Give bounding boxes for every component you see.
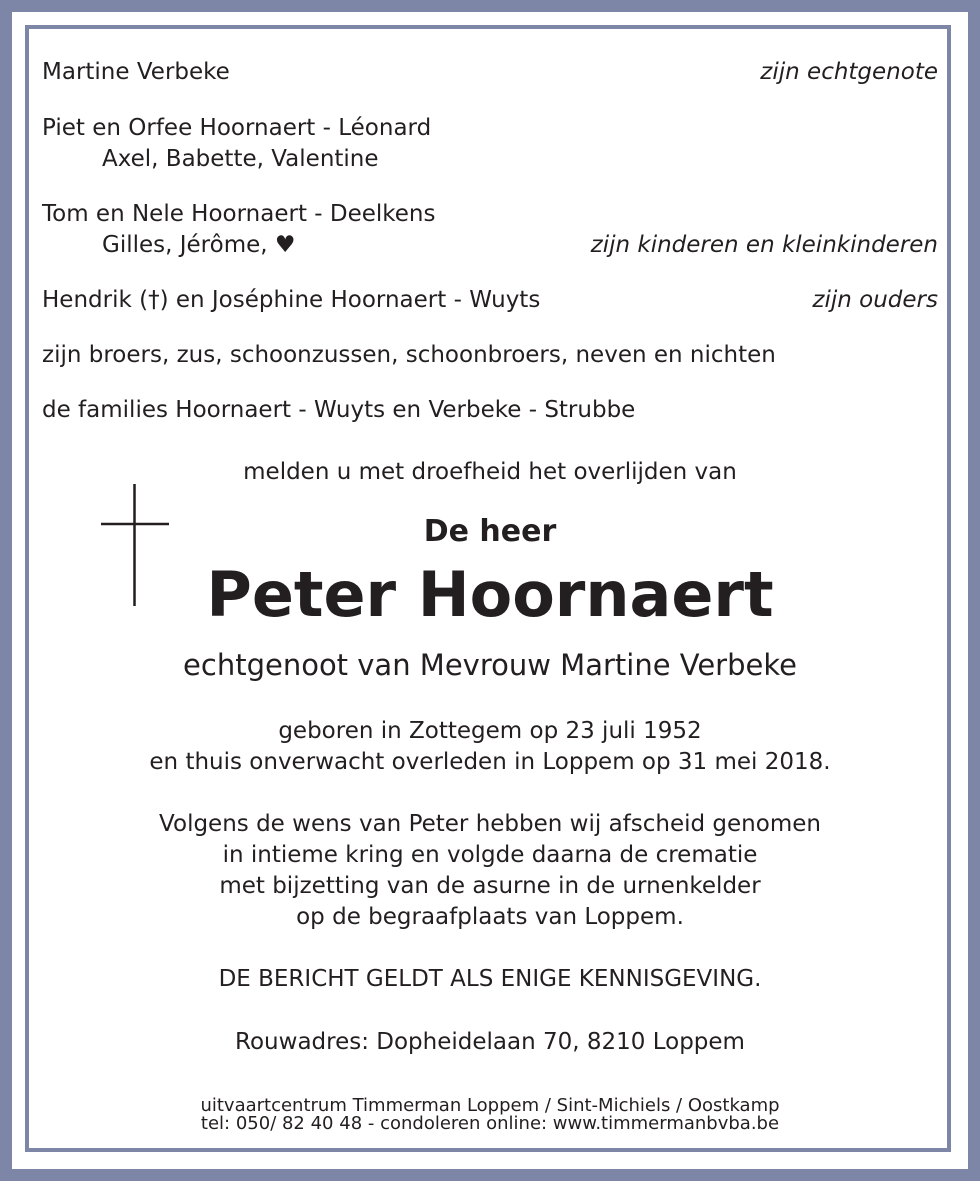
contact-line: tel: 050/ 82 40 48 - condoleren online: www.timmermanbvba.be (200, 1113, 780, 1134)
ceremony-line-1: Volgens de wens van Peter hebben wij afscheid genomen (159, 811, 821, 837)
parents-name: Hendrik (†) en Joséphine Hoornaert - Wuyts (42, 287, 541, 313)
funeral-home-line: uitvaartcentrum Timmerman Loppem / Sint-Michiels / Oostkamp (200, 1095, 780, 1116)
spouse-line: echtgenoot van Mevrouw Martine Verbeke (183, 648, 797, 682)
parents-role: zijn ouders (812, 287, 938, 313)
spouse-name: Martine Verbeke (42, 59, 230, 85)
children-role: zijn kinderen en kleinkinderen (590, 232, 938, 258)
siblings-text: zijn broers, zus, schoonzussen, schoonbroers, neven en nichten (42, 342, 776, 368)
notice-text: DE BERICHT GELDT ALS ENIGE KENNISGEVING. (218, 966, 762, 992)
spouse-role: zijn echtgenote (760, 59, 938, 85)
child2-grandchildren: Gilles, Jérôme, ♥ (102, 232, 296, 258)
birth-line: geboren in Zottegem op 23 juli 1952 (278, 718, 702, 744)
ceremony-line-4: op de begraafplaats van Loppem. (296, 904, 684, 930)
ceremony-line-3: met bijzetting van de asurne in de urnenkelder (219, 873, 761, 899)
address-text: Rouwadres: Dopheidelaan 70, 8210 Loppem (235, 1029, 745, 1055)
families-text: de families Hoornaert - Wuyts en Verbeke - Strubbe (42, 397, 636, 423)
child1-name: Piet en Orfee Hoornaert - Léonard (42, 115, 432, 141)
announcement-intro: melden u met droefheid het overlijden van (243, 459, 737, 485)
honorific: De heer (423, 514, 557, 549)
death-line: en thuis onverwacht overleden in Loppem op 31 mei 2018. (149, 749, 831, 775)
deceased-name: Peter Hoornaert (206, 558, 774, 631)
ceremony-line-2: in intieme kring en volgde daarna de crematie (222, 842, 758, 868)
child2-name: Tom en Nele Hoornaert - Deelkens (42, 201, 436, 227)
child1-grandchildren: Axel, Babette, Valentine (102, 146, 379, 172)
